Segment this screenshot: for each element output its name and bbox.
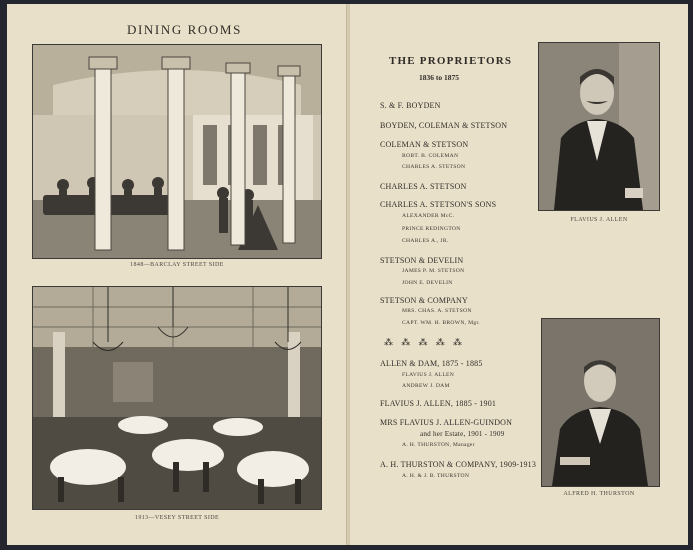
proprietor-entry: FLAVIUS J. ALLEN, 1885 - 1901 [380, 399, 497, 408]
proprietor-entry: STETSON & COMPANY [380, 296, 469, 305]
proprietor-member: ANDREW J. DAM [402, 383, 450, 389]
proprietor-entry: BOYDEN, COLEMAN & STETSON [380, 121, 508, 130]
proprietor-member: JAMES P. M. STETSON [402, 268, 465, 274]
flavius-allen-portrait [538, 42, 660, 211]
proprietor-entry: ALLEN & DAM, 1875 - 1885 [380, 359, 483, 368]
proprietor-entry: S. & F. BOYDEN [380, 101, 441, 110]
proprietor-entry: COLEMAN & STETSON [380, 140, 469, 149]
proprietor-member: CHARLES A. STETSON [402, 164, 466, 170]
vesey-street-caption: 1913—VESEY STREET SIDE [134, 515, 220, 521]
proprietor-member: A. H. & J. B. THURSTON [402, 473, 470, 479]
flavius-allen-caption: FLAVIUS J. ALLEN [570, 217, 628, 223]
proprietor-entry: STETSON & DEVELIN [380, 256, 464, 265]
proprietor-entry: CHARLES A. STETSON'S SONS [380, 200, 497, 209]
proprietor-entry: MRS FLAVIUS J. ALLEN-GUINDON [380, 418, 513, 427]
proprietor-entry: A. H. THURSTON & COMPANY, 1909-1913 [380, 460, 537, 469]
barclay-street-dining-photo [32, 44, 322, 259]
dining-rooms-title: DINING ROOMS [127, 22, 242, 37]
proprietor-member: ROBT. B. COLEMAN [402, 153, 459, 159]
proprietor-member: JOHN E. DEVELIN [402, 280, 453, 286]
proprietor-entry: CHARLES A. STETSON [380, 182, 467, 191]
proprietor-member: CAPT. WM. H. BROWN, Mgr. [402, 320, 481, 326]
section-ornament: ⁂ ⁂ ⁂ ⁂ ⁂ [384, 337, 465, 347]
proprietor-member: CHARLES A., JR. [402, 238, 449, 244]
proprietor-member: FLAVIUS J. ALLEN [402, 372, 455, 378]
proprietors-years: 1836 to 1875 [419, 73, 459, 82]
alfred-thurston-portrait [541, 318, 660, 487]
barclay-street-caption: 1848—BARCLAY STREET SIDE [130, 262, 224, 268]
alfred-thurston-caption: ALFRED H. THURSTON [563, 491, 635, 497]
proprietor-entry-estate: and her Estate, 1901 - 1909 [420, 430, 505, 438]
vesey-street-dining-photo [32, 286, 322, 510]
proprietors-title: THE PROPRIETORS [389, 55, 513, 67]
proprietor-member: MRS. CHAS. A. STETSON [402, 308, 472, 314]
proprietor-member: A. H. THURSTON, Manager [402, 442, 475, 448]
book-gutter [346, 4, 350, 545]
proprietor-member: PRINCE REDINGTON [402, 226, 461, 232]
proprietor-member: ALEXANDER McC. [402, 213, 455, 219]
